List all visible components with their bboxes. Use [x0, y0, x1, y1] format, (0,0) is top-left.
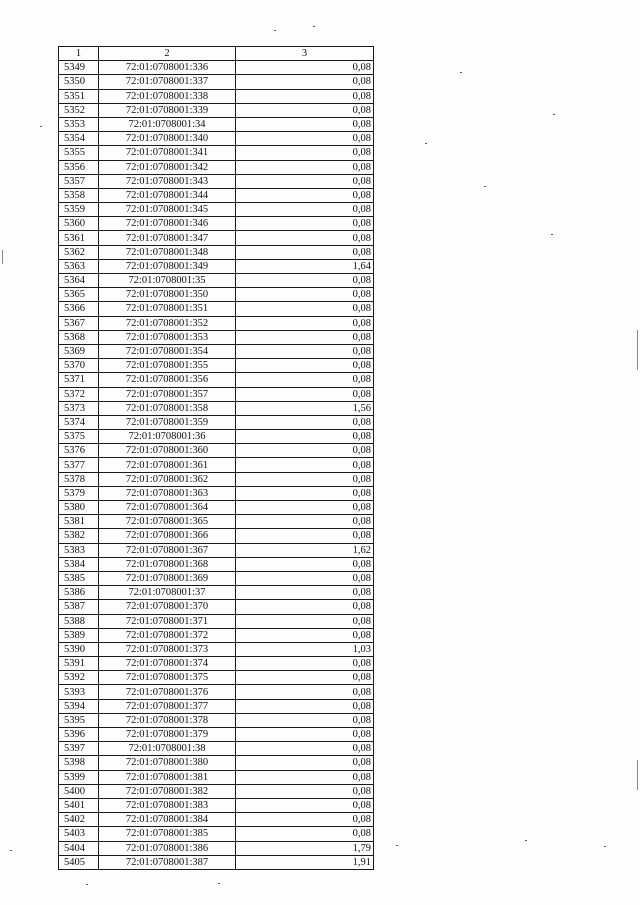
area-value-cell: 0,08: [236, 557, 374, 571]
area-value-cell: 0,08: [236, 231, 374, 245]
scan-speck: [484, 186, 486, 187]
table-row: [59, 742, 374, 756]
table-row: [59, 75, 374, 89]
cadastral-number-cell: 72:01:0708001:367: [99, 543, 236, 557]
table-row: [59, 586, 374, 600]
area-value-cell: 0,08: [236, 288, 374, 302]
cadastral-number-cell: 72:01:0708001:336: [99, 61, 236, 75]
area-value-cell: 0,08: [236, 217, 374, 231]
cadastral-number-cell: 72:01:0708001:365: [99, 515, 236, 529]
row-number-cell: 5360: [59, 217, 99, 231]
table-row: [59, 486, 374, 500]
table-row: [59, 103, 374, 117]
table-row: [59, 132, 374, 146]
scan-speck: [274, 30, 276, 31]
area-value-cell: 0,08: [236, 813, 374, 827]
scan-speck: [396, 845, 398, 846]
cadastral-number-cell: 72:01:0708001:35: [99, 274, 236, 288]
cadastral-number-cell: 72:01:0708001:361: [99, 458, 236, 472]
cadastral-number-cell: 72:01:0708001:363: [99, 486, 236, 500]
cadastral-number-cell: 72:01:0708001:340: [99, 132, 236, 146]
row-number-cell: 5393: [59, 685, 99, 699]
row-number-cell: 5375: [59, 430, 99, 444]
area-value-cell: 0,08: [236, 430, 374, 444]
table-row: [59, 628, 374, 642]
table-row: [59, 501, 374, 515]
cadastral-number-cell: 72:01:0708001:350: [99, 288, 236, 302]
area-value-cell: 0,08: [236, 188, 374, 202]
row-number-cell: 5374: [59, 415, 99, 429]
row-number-cell: 5387: [59, 600, 99, 614]
row-number-cell: 5357: [59, 174, 99, 188]
scan-speck: [460, 72, 462, 73]
area-value-cell: 0,08: [236, 458, 374, 472]
cadastral-number-cell: 72:01:0708001:364: [99, 501, 236, 515]
row-number-cell: 5386: [59, 586, 99, 600]
area-value-cell: 0,08: [236, 373, 374, 387]
row-number-cell: 5402: [59, 813, 99, 827]
scan-edge-mark: [2, 250, 3, 264]
area-value-cell: 1,91: [236, 855, 374, 869]
cadastral-number-cell: 72:01:0708001:376: [99, 685, 236, 699]
row-number-cell: 5362: [59, 245, 99, 259]
table-row: [59, 61, 374, 75]
cadastral-number-cell: 72:01:0708001:338: [99, 89, 236, 103]
area-value-cell: 0,08: [236, 742, 374, 756]
cadastral-number-cell: 72:01:0708001:342: [99, 160, 236, 174]
row-number-cell: 5405: [59, 855, 99, 869]
area-value-cell: 0,08: [236, 486, 374, 500]
scan-speck: [10, 850, 12, 851]
area-value-cell: 0,08: [236, 174, 374, 188]
cadastral-number-cell: 72:01:0708001:380: [99, 756, 236, 770]
cadastral-number-cell: 72:01:0708001:38: [99, 742, 236, 756]
area-value-cell: 0,08: [236, 728, 374, 742]
table-body: [59, 61, 374, 870]
scan-speck: [218, 883, 220, 884]
row-number-cell: 5367: [59, 316, 99, 330]
row-number-cell: 5384: [59, 557, 99, 571]
cadastral-number-cell: 72:01:0708001:382: [99, 784, 236, 798]
table-row: [59, 557, 374, 571]
row-number-cell: 5365: [59, 288, 99, 302]
table-row: [59, 245, 374, 259]
table-row: [59, 458, 374, 472]
table-row: [59, 231, 374, 245]
area-value-cell: 1,79: [236, 841, 374, 855]
area-value-cell: 0,08: [236, 657, 374, 671]
area-value-cell: 0,08: [236, 316, 374, 330]
table-row: [59, 472, 374, 486]
cadastral-number-cell: 72:01:0708001:348: [99, 245, 236, 259]
row-number-cell: 5381: [59, 515, 99, 529]
table-row: [59, 784, 374, 798]
table-row: [59, 188, 374, 202]
row-number-cell: 5354: [59, 132, 99, 146]
cadastral-number-cell: 72:01:0708001:374: [99, 657, 236, 671]
row-number-cell: 5391: [59, 657, 99, 671]
table-row: [59, 160, 374, 174]
row-number-cell: 5376: [59, 444, 99, 458]
area-value-cell: 0,08: [236, 628, 374, 642]
cadastral-number-cell: 72:01:0708001:347: [99, 231, 236, 245]
row-number-cell: 5361: [59, 231, 99, 245]
area-value-cell: 0,08: [236, 586, 374, 600]
table-row: [59, 827, 374, 841]
cadastral-number-cell: 72:01:0708001:37: [99, 586, 236, 600]
area-value-cell: 0,08: [236, 784, 374, 798]
column-header-1: 1: [59, 47, 99, 61]
row-number-cell: 5403: [59, 827, 99, 841]
cadastral-number-cell: 72:01:0708001:368: [99, 557, 236, 571]
area-value-cell: 0,08: [236, 89, 374, 103]
cadastral-number-cell: 72:01:0708001:371: [99, 614, 236, 628]
area-value-cell: 0,08: [236, 699, 374, 713]
scan-speck: [425, 143, 427, 144]
area-value-cell: 0,08: [236, 501, 374, 515]
area-value-cell: 0,08: [236, 685, 374, 699]
table-row: [59, 798, 374, 812]
row-number-cell: 5355: [59, 146, 99, 160]
area-value-cell: 0,08: [236, 330, 374, 344]
cadastral-number-cell: 72:01:0708001:349: [99, 259, 236, 273]
cadastral-number-cell: 72:01:0708001:383: [99, 798, 236, 812]
cadastral-number-cell: 72:01:0708001:339: [99, 103, 236, 117]
table-row: [59, 529, 374, 543]
cadastral-number-cell: 72:01:0708001:372: [99, 628, 236, 642]
row-number-cell: 5397: [59, 742, 99, 756]
table-row: [59, 685, 374, 699]
table-row: [59, 359, 374, 373]
row-number-cell: 5373: [59, 401, 99, 415]
table-row: [59, 571, 374, 585]
table-row: [59, 713, 374, 727]
table-row: [59, 89, 374, 103]
cadastral-number-cell: 72:01:0708001:358: [99, 401, 236, 415]
cadastral-number-cell: 72:01:0708001:387: [99, 855, 236, 869]
row-number-cell: 5372: [59, 387, 99, 401]
row-number-cell: 5364: [59, 274, 99, 288]
area-value-cell: 0,08: [236, 160, 374, 174]
scan-speck: [86, 884, 88, 885]
scan-edge-mark: [637, 760, 638, 790]
cadastral-number-cell: 72:01:0708001:353: [99, 330, 236, 344]
table-row: [59, 543, 374, 557]
table-row: [59, 203, 374, 217]
area-value-cell: 0,08: [236, 515, 374, 529]
row-number-cell: 5368: [59, 330, 99, 344]
area-value-cell: 0,08: [236, 359, 374, 373]
cadastral-number-cell: 72:01:0708001:384: [99, 813, 236, 827]
cadastral-number-cell: 72:01:0708001:370: [99, 600, 236, 614]
row-number-cell: 5394: [59, 699, 99, 713]
table-row: [59, 642, 374, 656]
area-value-cell: 1,03: [236, 642, 374, 656]
area-value-cell: 0,08: [236, 415, 374, 429]
area-value-cell: 0,08: [236, 472, 374, 486]
row-number-cell: 5353: [59, 117, 99, 131]
row-number-cell: 5377: [59, 458, 99, 472]
table-row: [59, 387, 374, 401]
table-row: [59, 274, 374, 288]
area-value-cell: 0,08: [236, 798, 374, 812]
cadastral-number-cell: 72:01:0708001:378: [99, 713, 236, 727]
row-number-cell: 5401: [59, 798, 99, 812]
row-number-cell: 5356: [59, 160, 99, 174]
row-number-cell: 5349: [59, 61, 99, 75]
cadastral-number-cell: 72:01:0708001:352: [99, 316, 236, 330]
cadastral-number-cell: 72:01:0708001:354: [99, 344, 236, 358]
table-row: [59, 217, 374, 231]
cadastral-number-cell: 72:01:0708001:362: [99, 472, 236, 486]
row-number-cell: 5392: [59, 671, 99, 685]
area-value-cell: 0,08: [236, 571, 374, 585]
column-header-3: 3: [236, 47, 374, 61]
cadastral-number-cell: 72:01:0708001:343: [99, 174, 236, 188]
parcel-table: [58, 46, 374, 870]
row-number-cell: 5369: [59, 344, 99, 358]
area-value-cell: 0,08: [236, 529, 374, 543]
row-number-cell: 5385: [59, 571, 99, 585]
area-value-cell: 1,62: [236, 543, 374, 557]
table-row: [59, 657, 374, 671]
area-value-cell: 0,08: [236, 302, 374, 316]
table-row: [59, 770, 374, 784]
area-value-cell: 0,08: [236, 827, 374, 841]
table-row: [59, 855, 374, 869]
cadastral-number-cell: 72:01:0708001:346: [99, 217, 236, 231]
cadastral-number-cell: 72:01:0708001:345: [99, 203, 236, 217]
area-value-cell: 0,08: [236, 146, 374, 160]
scan-speck: [313, 26, 315, 27]
cadastral-number-cell: 72:01:0708001:381: [99, 770, 236, 784]
cadastral-number-cell: 72:01:0708001:373: [99, 642, 236, 656]
row-number-cell: 5370: [59, 359, 99, 373]
row-number-cell: 5389: [59, 628, 99, 642]
cadastral-number-cell: 72:01:0708001:377: [99, 699, 236, 713]
table-row: [59, 373, 374, 387]
row-number-cell: 5390: [59, 642, 99, 656]
cadastral-number-cell: 72:01:0708001:386: [99, 841, 236, 855]
table-row: [59, 614, 374, 628]
cadastral-number-cell: 72:01:0708001:379: [99, 728, 236, 742]
area-value-cell: 0,08: [236, 387, 374, 401]
row-number-cell: 5395: [59, 713, 99, 727]
cadastral-number-cell: 72:01:0708001:375: [99, 671, 236, 685]
row-number-cell: 5382: [59, 529, 99, 543]
cadastral-number-cell: 72:01:0708001:36: [99, 430, 236, 444]
table-row: [59, 841, 374, 855]
area-value-cell: 0,08: [236, 117, 374, 131]
row-number-cell: 5396: [59, 728, 99, 742]
table-row: [59, 813, 374, 827]
table-row: [59, 699, 374, 713]
row-number-cell: 5399: [59, 770, 99, 784]
area-value-cell: 0,08: [236, 245, 374, 259]
area-value-cell: 0,08: [236, 103, 374, 117]
row-number-cell: 5351: [59, 89, 99, 103]
area-value-cell: 0,08: [236, 600, 374, 614]
area-value-cell: 0,08: [236, 614, 374, 628]
area-value-cell: 0,08: [236, 61, 374, 75]
cadastral-number-cell: 72:01:0708001:366: [99, 529, 236, 543]
table-row: [59, 259, 374, 273]
row-number-cell: 5352: [59, 103, 99, 117]
area-value-cell: 0,08: [236, 203, 374, 217]
scan-speck: [553, 114, 555, 115]
row-number-cell: 5404: [59, 841, 99, 855]
area-value-cell: 0,08: [236, 274, 374, 288]
cadastral-number-cell: 72:01:0708001:359: [99, 415, 236, 429]
row-number-cell: 5379: [59, 486, 99, 500]
area-value-cell: 0,08: [236, 344, 374, 358]
table-header-row: [59, 47, 374, 61]
scan-edge-mark: [637, 330, 638, 370]
area-value-cell: 0,08: [236, 132, 374, 146]
row-number-cell: 5363: [59, 259, 99, 273]
row-number-cell: 5400: [59, 784, 99, 798]
area-value-cell: 1,64: [236, 259, 374, 273]
area-value-cell: 1,56: [236, 401, 374, 415]
table-row: [59, 174, 374, 188]
cadastral-number-cell: 72:01:0708001:355: [99, 359, 236, 373]
table-row: [59, 671, 374, 685]
table-row: [59, 415, 374, 429]
table-row: [59, 146, 374, 160]
table-row: [59, 728, 374, 742]
table-row: [59, 302, 374, 316]
row-number-cell: 5358: [59, 188, 99, 202]
cadastral-number-cell: 72:01:0708001:344: [99, 188, 236, 202]
cadastral-number-cell: 72:01:0708001:369: [99, 571, 236, 585]
row-number-cell: 5388: [59, 614, 99, 628]
cadastral-number-cell: 72:01:0708001:356: [99, 373, 236, 387]
area-value-cell: 0,08: [236, 75, 374, 89]
scan-speck: [551, 234, 553, 235]
cadastral-number-cell: 72:01:0708001:357: [99, 387, 236, 401]
table-row: [59, 117, 374, 131]
row-number-cell: 5380: [59, 501, 99, 515]
table-row: [59, 444, 374, 458]
cadastral-number-cell: 72:01:0708001:351: [99, 302, 236, 316]
cadastral-number-cell: 72:01:0708001:337: [99, 75, 236, 89]
row-number-cell: 5398: [59, 756, 99, 770]
table-row: [59, 515, 374, 529]
table-row: [59, 600, 374, 614]
table-row: [59, 344, 374, 358]
area-value-cell: 0,08: [236, 770, 374, 784]
row-number-cell: 5359: [59, 203, 99, 217]
row-number-cell: 5366: [59, 302, 99, 316]
row-number-cell: 5383: [59, 543, 99, 557]
row-number-cell: 5371: [59, 373, 99, 387]
area-value-cell: 0,08: [236, 713, 374, 727]
table-row: [59, 316, 374, 330]
cadastral-number-cell: 72:01:0708001:385: [99, 827, 236, 841]
scan-speck: [604, 846, 606, 847]
row-number-cell: 5378: [59, 472, 99, 486]
cadastral-number-cell: 72:01:0708001:360: [99, 444, 236, 458]
table-row: [59, 430, 374, 444]
cadastral-number-cell: 72:01:0708001:341: [99, 146, 236, 160]
table-row: [59, 756, 374, 770]
area-value-cell: 0,08: [236, 444, 374, 458]
row-number-cell: 5350: [59, 75, 99, 89]
table-row: [59, 330, 374, 344]
area-value-cell: 0,08: [236, 671, 374, 685]
column-header-2: 2: [99, 47, 236, 61]
table-row: [59, 288, 374, 302]
scan-speck: [525, 840, 527, 841]
scan-speck: [40, 126, 42, 127]
table-row: [59, 401, 374, 415]
cadastral-number-cell: 72:01:0708001:34: [99, 117, 236, 131]
area-value-cell: 0,08: [236, 756, 374, 770]
